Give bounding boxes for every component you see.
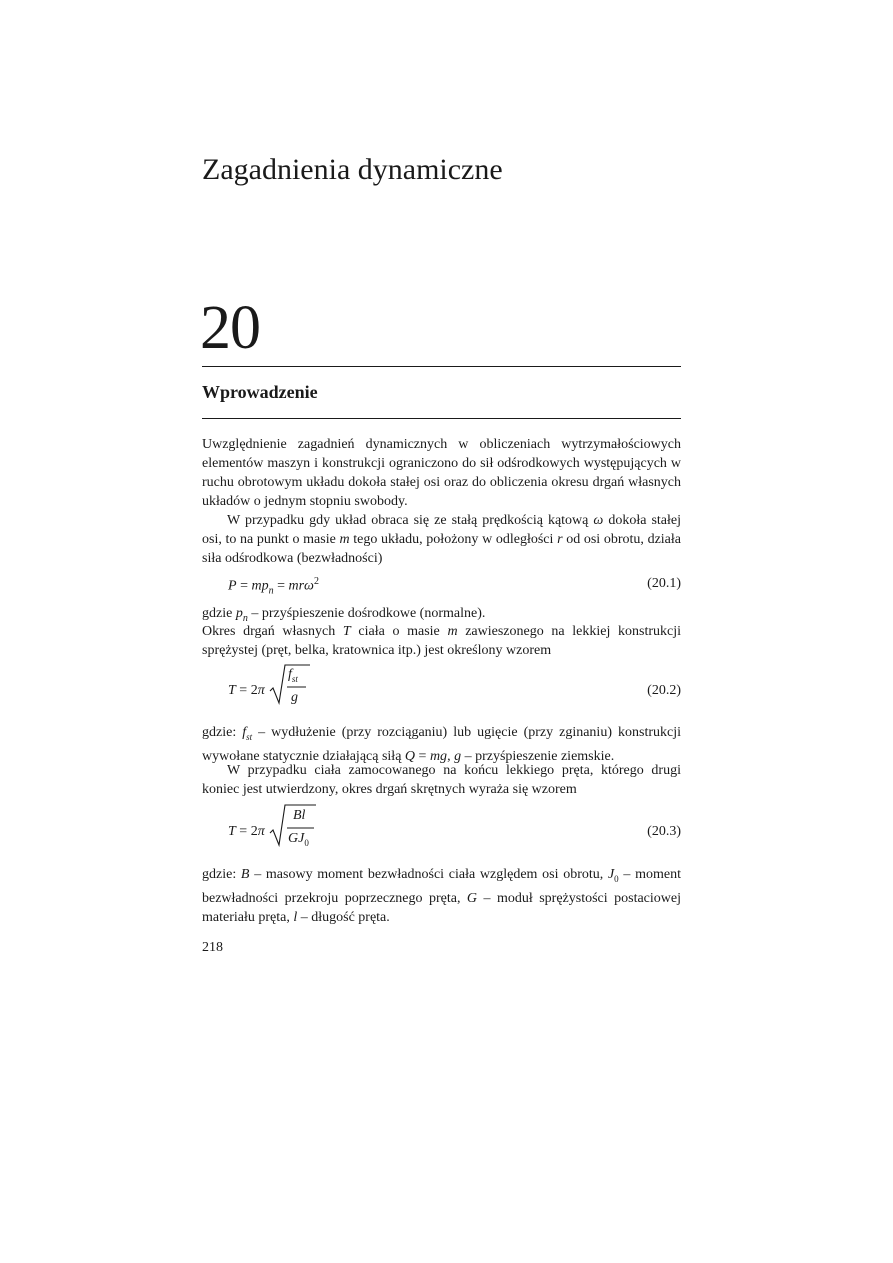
fraction-numerator-eq3: Bl: [293, 808, 306, 823]
text-after-eq1: gdzie $p_n$ – przyśpieszenie dośrodkowe (normalne).: [202, 606, 486, 624]
paragraph-intro: Uwzględnienie zagadnień dynamicznych w obliczeniach wytrzymałościowych elementów maszyn i konstrukcji ograniczono do sił odśrodkowych występujących w ruchu obrotowym układu dokoła stałej osi oraz do obliczenia okresu drgań własnych układów o jednym stopniu swobody.: [202, 437, 681, 509]
chapter-title: Zagadnienia dynamiczne: [202, 153, 503, 186]
text-after-eq3: gdzie: B – masowy moment bezwładności ciała względem osi obrotu, $J_0$ – moment bezwładności przekroju poprzecznego pręta, G – moduł sprężystości postaciowej materiału pręta, l – długość pręta.: [202, 867, 681, 925]
equation-number-20-2: (20.2): [647, 683, 681, 698]
chapter-rule-top: [202, 366, 681, 367]
equation-20-1: $P = mp_n = mr\omega^2$: [228, 576, 319, 597]
fraction-denominator-eq3: $GJ_0$: [288, 831, 309, 848]
chapter-number: 20: [200, 294, 260, 362]
fraction-numerator-eq2: $f_{st}$: [288, 667, 298, 684]
fraction-denominator-eq2: g: [291, 690, 298, 705]
section-heading: Wprowadzenie: [202, 382, 318, 402]
paragraph-torsion: W przypadku ciała zamocowanego na końcu lekkiego pręta, którego drugi koniec jest utwierdzony, okres drgań skrętnych wyraża się wzorem: [202, 763, 681, 797]
equation-20-2-lhs: T = 2π: [228, 683, 265, 698]
equation-number-20-1: (20.1): [647, 576, 681, 591]
section-rule: [202, 418, 681, 419]
paragraph-period: Okres drgań własnych T ciała o masie m zawieszonego na lekkiej konstrukcji sprężystej (pręt, belka, kratownica itp.) jest określony wzorem: [202, 624, 682, 658]
page-number: 218: [202, 940, 223, 955]
equation-number-20-3: (20.3): [647, 824, 681, 839]
text-after-eq2: gdzie: $f_{st}$ – wydłużenie (przy rozciąganiu) lub ugięcie (przy zginaniu) konstrukcji wywołane statycznie działającą siłą Q = mg, g – przyśpieszenie ziemskie.: [202, 725, 681, 764]
equation-20-3-lhs: T = 2π: [228, 824, 265, 839]
paragraph-rotation: W przypadku gdy układ obraca się ze stałą prędkością kątową ω dokoła stałej osi, to na punkt o masie m tego układu, położony w odległości r od osi obrotu, działa siła odśrodkowa (bezwładności): [202, 513, 682, 566]
